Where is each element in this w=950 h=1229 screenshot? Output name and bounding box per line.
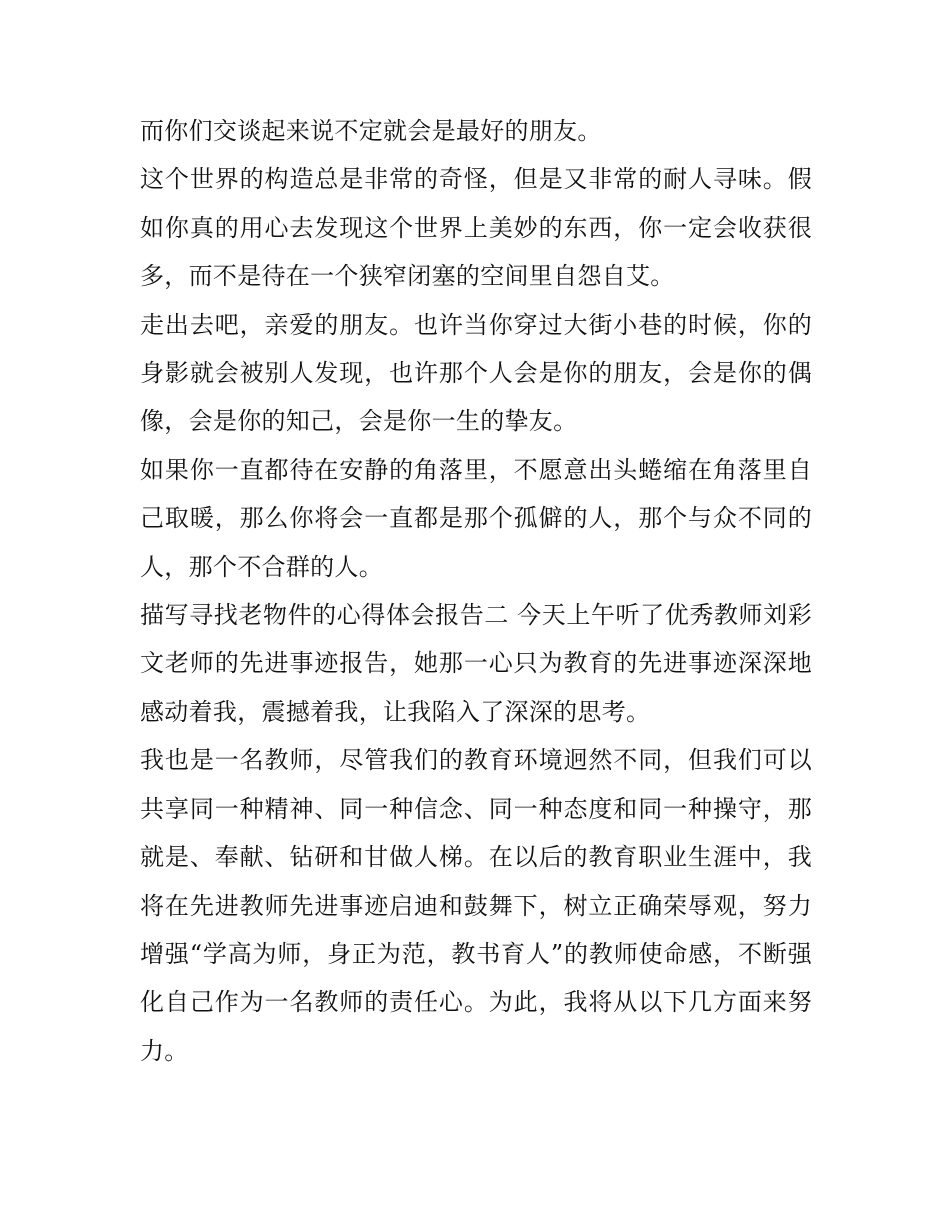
paragraph: 走出去吧，亲爱的朋友。也许当你穿过大街小巷的时候，你的身影就会被别人发现，也许那个人会是你的朋友，会是你的偶像，会是你的知己，会是你一生的挚友。 bbox=[140, 310, 812, 436]
document-body bbox=[140, 107, 812, 1075]
paragraph: 描写寻找老物件的心得体会报告二 今天上午听了优秀教师刘彩文老师的先进事迹报告，她那一心只为教育的先进事迹深深地感动着我，震撼着我，让我陷入了深深的思考。 bbox=[140, 601, 812, 726]
paragraph: 我也是一名教师，尽管我们的教育环境迥然不同，但我们可以共享同一种精神、同一种信念、同一种态度和同一种操守，那就是、奉献、钻研和甘做人梯。在以后的教育职业生涯中，我将在先进教师先进事迹启迪和鼓舞下，树立正确荣辱观，努力增强“学高为师，身正为范，教书育人”的教师使命感，不断强化自己作为一名教师的责任心。为此，我将从以下几方面来努力。 bbox=[140, 746, 812, 1065]
paragraph: 而你们交谈起来说不定就会是最好的朋友。 bbox=[140, 117, 602, 145]
paragraph: 这个世界的构造总是非常的奇怪，但是又非常的耐人寻味。假如你真的用心去发现这个世界上美妙的东西，你一定会收获很多，而不是待在一个狭窄闭塞的空间里自怨自艾。 bbox=[140, 165, 812, 291]
paragraph: 如果你一直都待在安静的角落里，不愿意出头蜷缩在角落里自己取暖，那么你将会一直都是那个孤僻的人，那个与众不同的人，那个不合群的人。 bbox=[140, 455, 812, 581]
